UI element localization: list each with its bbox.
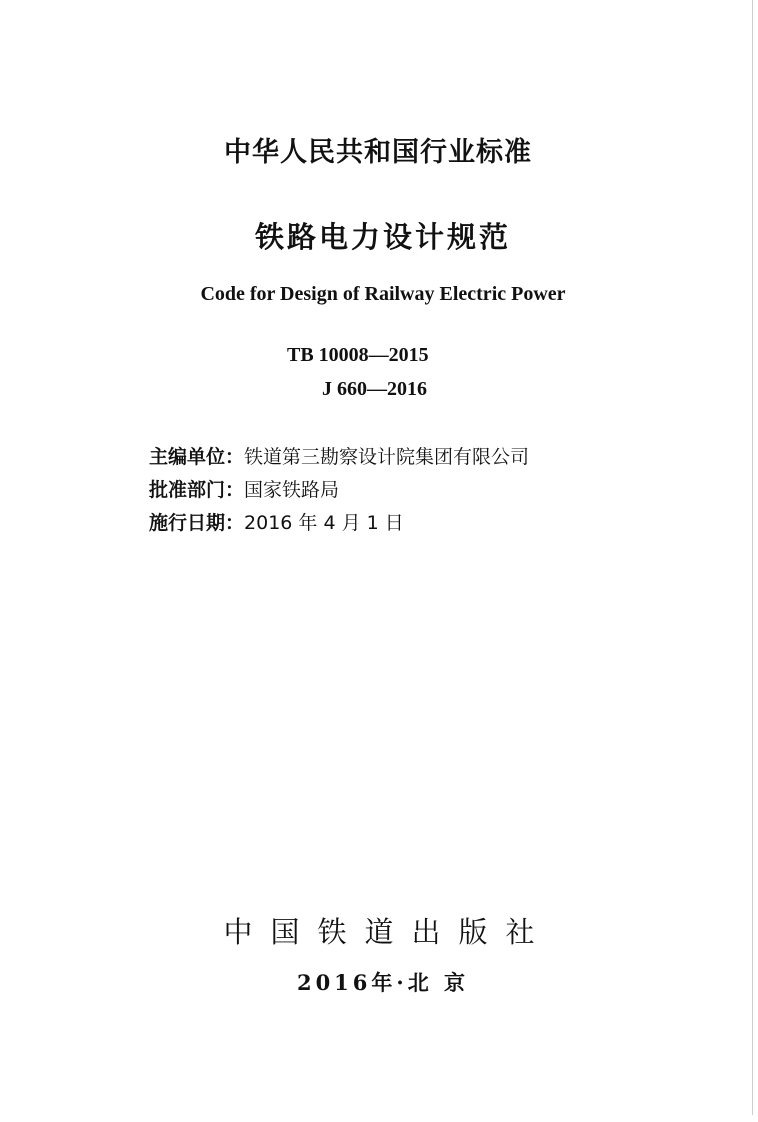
approver-label: 批准部门： xyxy=(149,479,245,501)
effective-date-row xyxy=(149,508,404,535)
effective-date-value: 2016 年 4 月 1 日 xyxy=(244,512,404,534)
document-title-chinese: 铁路电力设计规范 xyxy=(254,220,511,254)
standard-code-j: J 660—2016 xyxy=(322,378,427,400)
editor-label: 主编单位： xyxy=(149,446,245,468)
publication-date-place: 2016年·北 京 xyxy=(296,970,470,995)
standard-code-tb: TB 10008—2015 xyxy=(287,344,429,366)
effective-date-label: 施行日期： xyxy=(149,512,245,534)
approver-value: 国家铁路局 xyxy=(244,479,340,501)
approver-row xyxy=(149,475,339,502)
editor-value: 铁道第三勘察设计院集团有限公司 xyxy=(244,446,530,468)
editor-row xyxy=(149,442,529,469)
publisher-name: 中国铁道出版社 xyxy=(223,915,553,949)
standard-category: 中华人民共和国行业标准 xyxy=(224,137,532,168)
document-title-english: Code for Design of Railway Electric Power xyxy=(200,283,566,305)
